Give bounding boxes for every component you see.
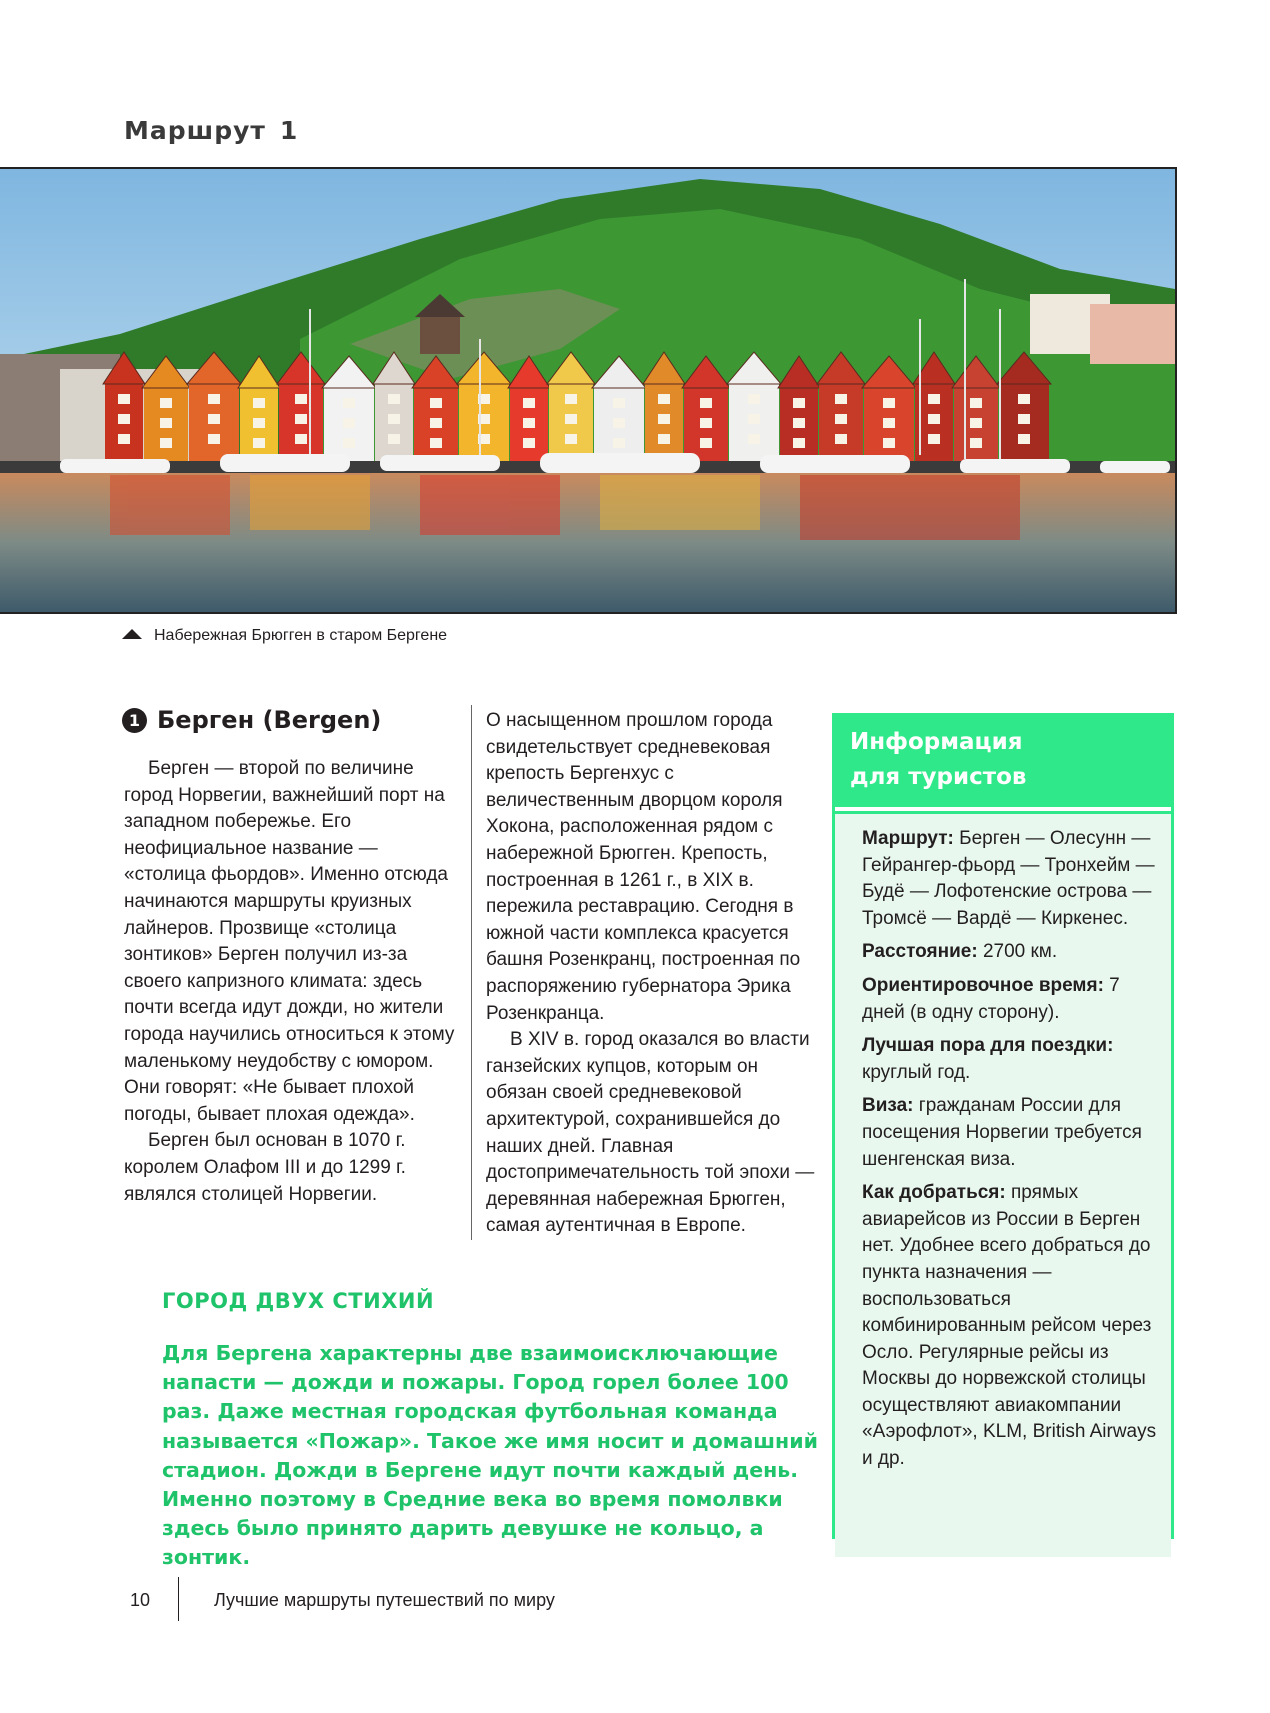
triangle-up-icon [122,629,142,639]
info-label: Расстояние: [862,941,978,963]
info-text: 7 дней (в одну сторону). [862,974,1120,1023]
section-heading [122,706,381,734]
info-item [862,826,1161,932]
info-label: Как добраться: [862,1182,1006,1204]
info-title-line-1: Информация [850,729,1023,755]
footer-book-title: Лучшие маршруты путешествий по миру [214,1590,555,1610]
sidebar-note-text: Для Бергена характерны две взаимоисключающие напасти — дожди и пожары. Город горел более 100 раз. Даже местная городская футбольная команда называется «Пожар». Такое же имя носит и домашний стадион. Дожди в Бергене идут почти каждый день. Именно поэтому в Средние века во время помолвки здесь было принято дарить девушке не кольцо, а зонтик. [162,1341,818,1570]
sidebar-note-title: ГОРОД ДВУХ СТИХИЙ [162,1289,435,1313]
route-number: 1 [279,116,299,145]
info-text: Берген — Олесунн — Гейрангер-фьорд — Тронхейм — Будё — Лофотенские острова — Тромсё — Вардё — Киркенес. [862,828,1155,929]
section-title: Берген (Bergen) [157,706,382,734]
bryggen-illustration [0,169,1175,612]
footer-divider [178,1577,179,1621]
route-label: Маршрут [124,116,266,145]
route-header [124,116,298,145]
info-label: Ориентировочное время: [862,974,1104,996]
info-title-line-2: для туристов [850,764,1027,790]
page-number: 10 [130,1590,151,1610]
info-text: круглый год. [862,1061,971,1083]
info-box-title [835,716,1171,807]
info-box-body [835,811,1171,1557]
section-number-marker: 1 [122,708,147,733]
caption-text: Набережная Брюгген в старом Бергене [154,627,448,644]
bryggen-photo [0,167,1177,614]
info-label: Виза: [862,1095,914,1117]
paragraph: О насыщенном прошлом города свидетельствует средневековая крепость Бергенхус с величественным дворцом короля Хокона, расположенная рядом с набережной Брюгген. Крепость, построенная в 1261 г., в XIX в. пережила реставрацию. Сегодня в южной части комплекса красуется башня Розенкранц, построенная по распоряжению губернатора Эрика Розенкранца. [486,710,801,1024]
sidebar-note [162,1289,842,1573]
info-label: Лучшая пора для поездки: [862,1035,1114,1057]
info-text: 2700 км. [977,941,1058,963]
info-item [862,973,1161,1026]
text-column-1 [124,756,464,1208]
paragraph: Берген был основан в 1070 г. королем Олафом III и до 1299 г. являлся столицей Норвегии. [124,1130,406,1205]
info-item [862,1180,1161,1473]
info-item [862,1093,1161,1173]
info-label: Маршрут: [862,828,954,849]
column-divider [471,705,472,1240]
info-text: прямых авиарейсов из России в Берген нет. Удобнее всего добраться до пункта назначения — воспользоваться комбинированным рейсом через Осло. Регулярные рейсы из Москвы до норвежской столицы осуществляют авиакомпании «Аэрофлот», KLM, British Airways и др. [862,1182,1157,1470]
paragraph: Берген — второй по величине город Норвегии, важнейший порт на западном побережье. Его неофициальное название — «столица фьордов». Именно отсюда начинаются маршруты круизных лайнеров. Прозвище «столица зонтиков» Берген получил из-за своего капризного климата: здесь почти всегда идут дожди, но жители города научились относиться к этому маленькому неудобству с юмором. Они говорят: «Не бывает плохой погоды, бывает плохая одежда». [124,758,455,1125]
text-column-2 [486,708,816,1240]
paragraph: В XIV в. город оказался во власти ганзейских купцов, которым он обязан своей средневековой архитектурой, сохранившейся до наших дней. Главная достопримечательность той эпохи — деревянная набережная Брюгген, самая аутентичная в Европе. [486,1029,815,1237]
photo-caption [122,627,447,645]
info-text: гражданам России для посещения Норвегии требуется шенгенская виза. [862,1095,1142,1170]
info-item [862,1033,1161,1086]
tourist-info-box [832,713,1174,1539]
info-item [862,939,1161,966]
